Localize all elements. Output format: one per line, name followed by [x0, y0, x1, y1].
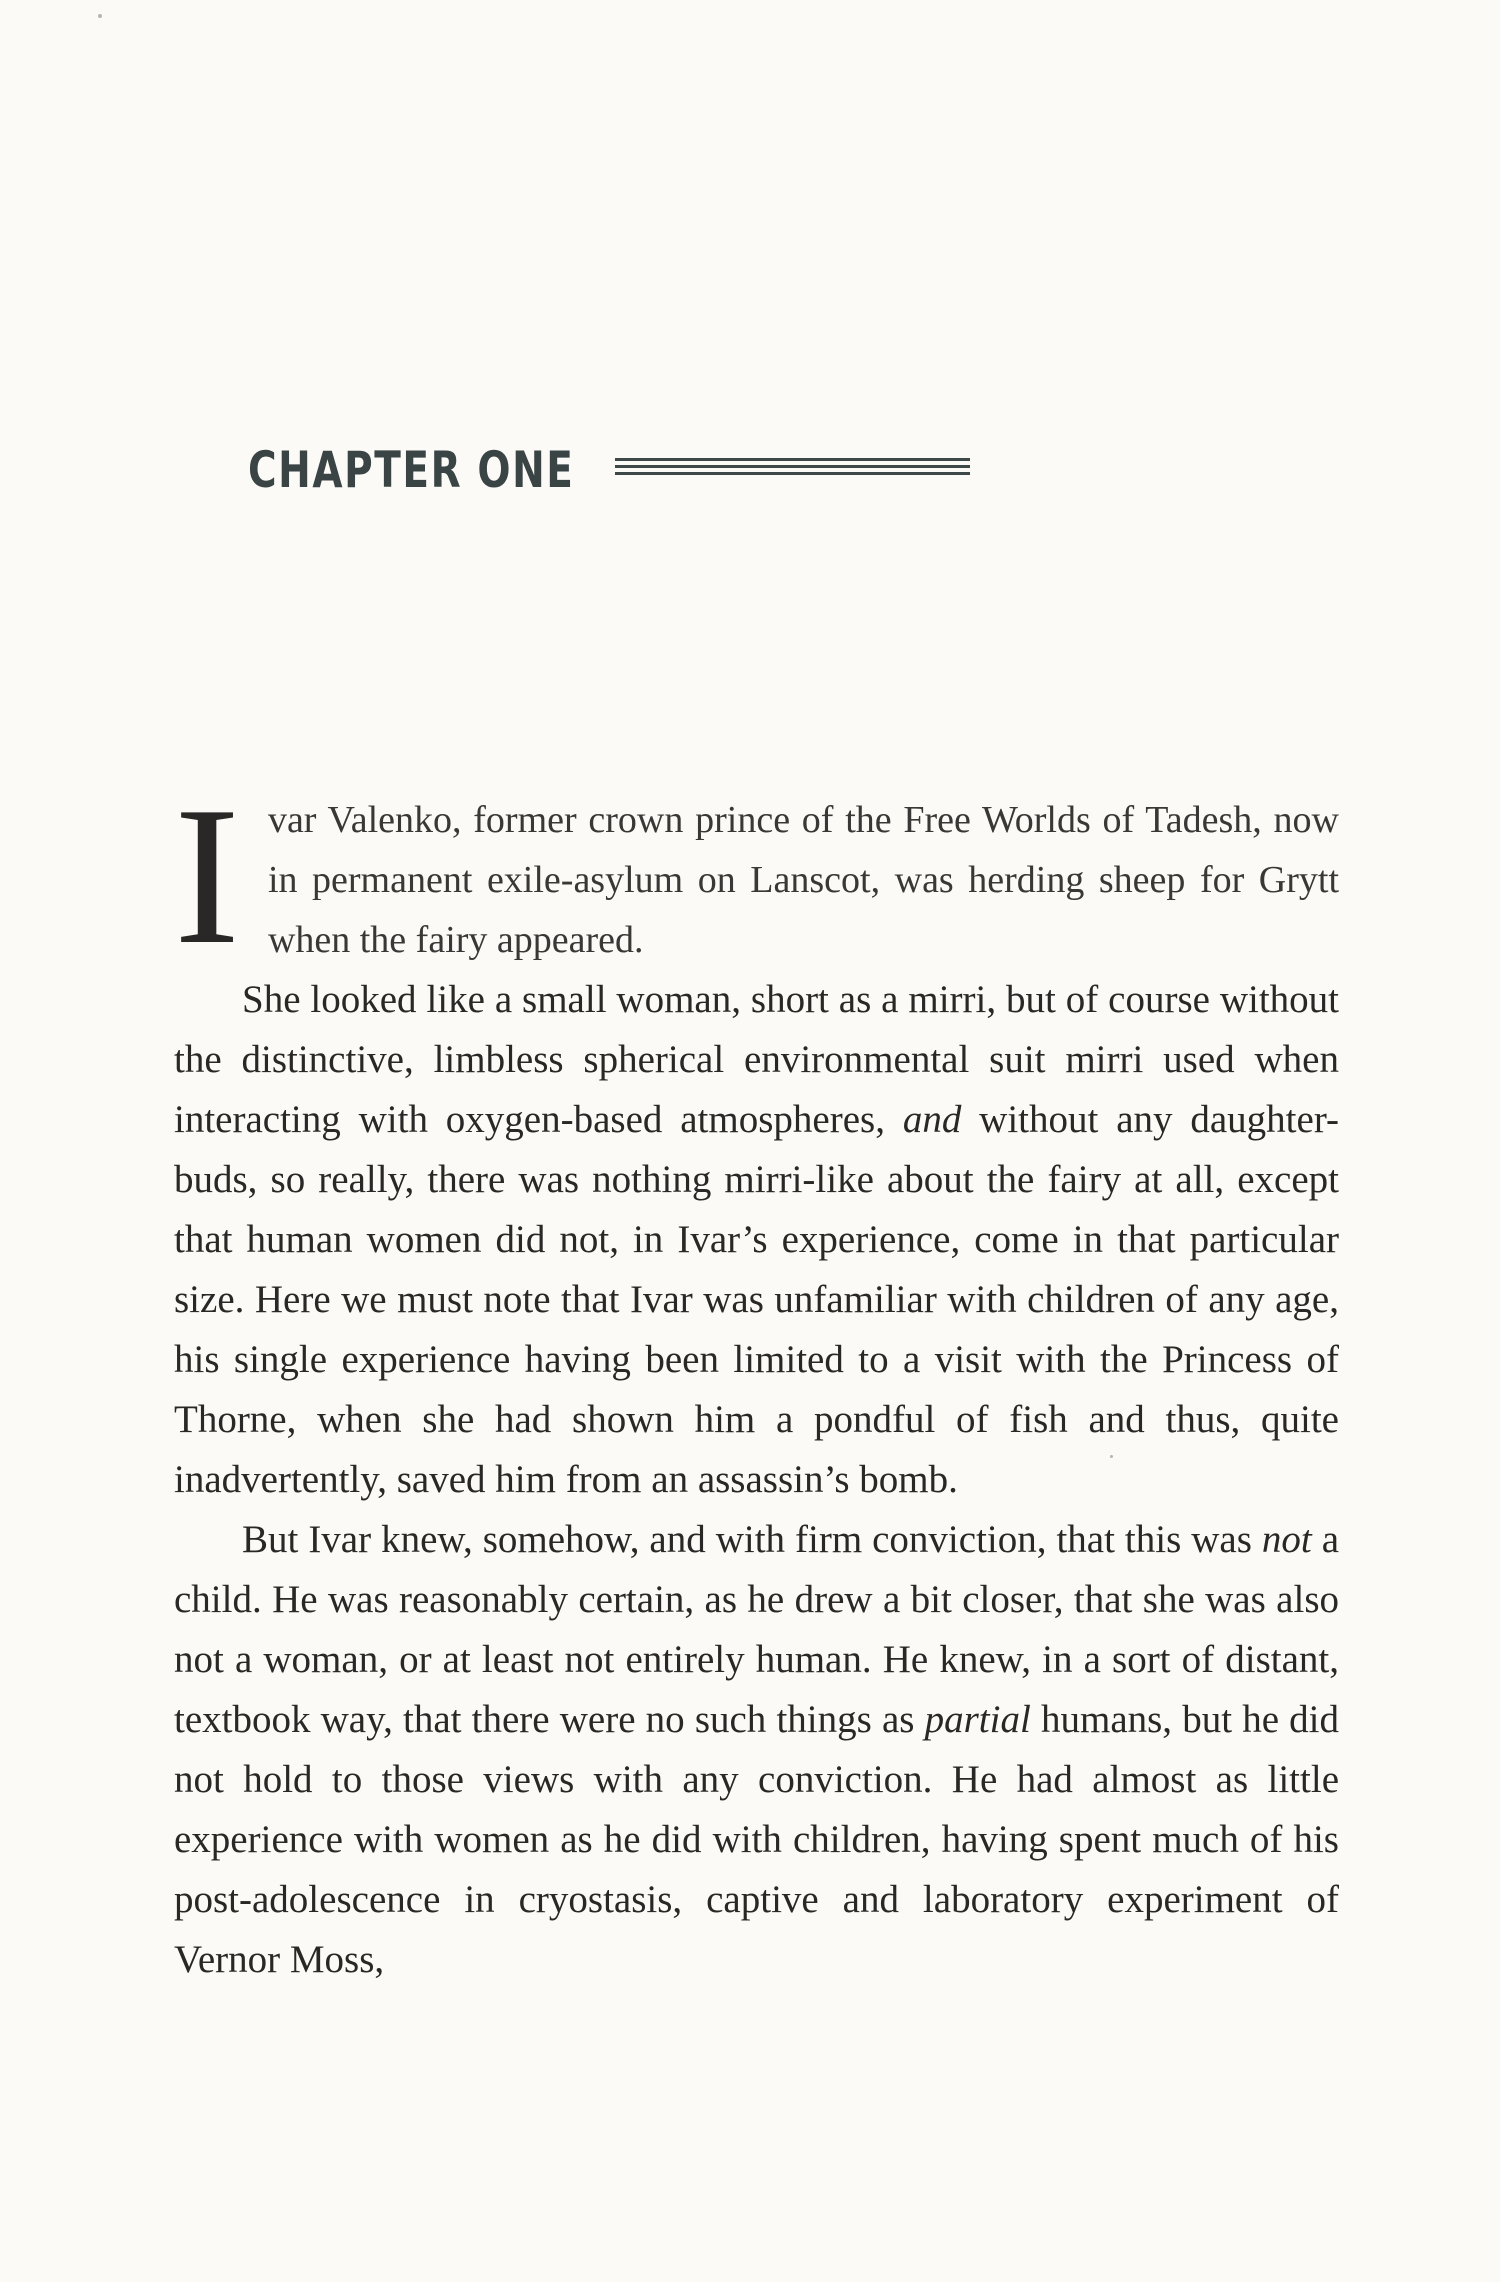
paragraph-2-emphasis: and: [902, 1098, 962, 1141]
paragraph-3-text-c: humans, but he did not hold to those views with any conviction. He had almost as little experience with women as he did with children, having spent much of his post-adolescence in cryostasis, captive and laboratory experiment of Vernor Moss,: [174, 1698, 1340, 1981]
body-text: [174, 766, 1340, 1990]
chapter-title: CHAPTER ONE: [248, 441, 575, 499]
paragraph-3: [174, 1510, 1339, 1990]
paragraph-1: [174, 766, 1339, 985]
paragraph-2: [174, 970, 1339, 1510]
paragraph-3-text-a: But Ivar knew, somehow, and with firm conviction, that this was: [242, 1518, 1252, 1561]
paragraph-3-emphasis-partial: partial: [924, 1698, 1031, 1741]
paragraph-1-text: var Valenko, former crown prince of the Free Worlds of Tadesh, now in permanent exile-asylum on Lanscot, was herding sheep for Grytt when the fairy appeared.: [267, 799, 1339, 961]
paragraph-3-emphasis-not: not: [1261, 1518, 1312, 1561]
chapter-heading: [248, 440, 667, 500]
paragraph-3-text-b: a child. He was reasonably certain, as he drew a bit closer, that she was also not a woman, or at least not entirely human. He knew, in a sort of distant, textbook way, that there were no such things as: [174, 1518, 1340, 1741]
drop-cap: I: [174, 766, 240, 985]
paragraph-2-text-b: without any daughter-buds, so really, there was nothing mirri-like about the fairy at all, except that human women did not, in Ivar’s experience, come in that particular size. Here we must note that Ivar was unfamiliar with children of any age, his single experience having been limited to a visit with the Princess of Thorne, when she had shown him a pondful of fish and thus, quite inadvertently, saved him from an assassin’s bomb.: [174, 1098, 1340, 1501]
chapter-rule: [615, 458, 970, 478]
paper-speck: [98, 14, 102, 18]
paper-speck: [1110, 1455, 1113, 1458]
paragraph-2-text-a: She looked like a small woman, short as a mirri, but of course without the distinctive, limbless spherical environmental suit mirri used when interacting with oxygen-based atmospheres,: [174, 978, 1339, 1141]
